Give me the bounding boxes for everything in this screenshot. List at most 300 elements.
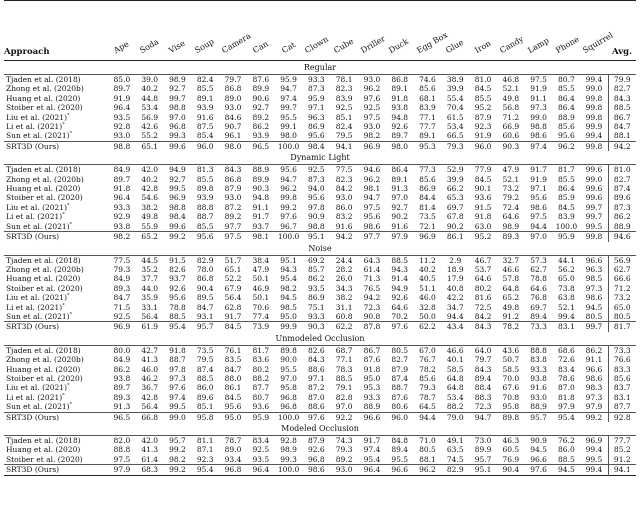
section-title: Modeled Occlusion [281, 424, 359, 433]
avg-cell: 80.5 [608, 312, 636, 322]
table-cell: 56.8 [502, 103, 520, 113]
table-cell: 99.6 [169, 141, 186, 151]
table-cell: 67.8 [446, 212, 464, 222]
table-cell: 86.8 [196, 274, 214, 284]
table-cell: 84.5 [224, 392, 242, 402]
table-cell: 93.0 [335, 193, 353, 203]
table-cell: 65.0 [558, 274, 575, 284]
table-cell: 85.6 [419, 84, 436, 94]
table-cell: 83.9 [558, 212, 575, 222]
table-cell: 95.6 [363, 212, 381, 222]
table-cell: 100.0 [277, 232, 300, 242]
table-cell: 11.2 [419, 255, 436, 265]
column-header-label: Clown [303, 34, 331, 55]
table-cell: 90.2 [391, 212, 409, 222]
table-cell: 92.5 [113, 311, 131, 321]
ours-row [4, 141, 636, 151]
table-cell: 95.9 [280, 75, 297, 84]
table-cell: 87.4 [196, 364, 214, 374]
table-cell: 96.4 [363, 465, 381, 475]
method-name-text: Stoiber et al. (2020) [6, 103, 83, 113]
avg-cell: 84.7 [608, 122, 636, 131]
table-cell: 89.1 [391, 174, 409, 184]
table-cell: 86.8 [224, 84, 242, 94]
table-cell: 60.5 [502, 445, 520, 455]
table-cell: 89.2 [252, 112, 270, 122]
table-cell: 85.6 [419, 373, 436, 383]
table-cell: 60.6 [502, 131, 520, 141]
table-cell: 97.6 [363, 93, 381, 103]
table-cell: 40.2 [141, 84, 159, 94]
avg-cell: 65.0 [608, 303, 636, 312]
table-cell: 40.2 [141, 174, 159, 184]
table-cell: 99.0 [169, 412, 186, 422]
table-cell: 97.5 [363, 202, 381, 212]
table-cell: 86.4 [558, 103, 575, 113]
table-cell: 84.5 [558, 202, 575, 212]
avg-cell: 77.7 [608, 436, 636, 446]
table-cell: 93.8 [530, 373, 547, 383]
table-cell: 99.5 [169, 184, 186, 194]
table-cell: 95.0 [224, 412, 242, 422]
table-cell: 62.8 [224, 302, 242, 312]
table-cell: 64.6 [474, 274, 492, 284]
table-cell: 79.5 [335, 131, 353, 141]
approach-header: Approach [4, 46, 50, 57]
method-name-text: Tjaden et al. (2018) [6, 75, 81, 84]
table-cell: 34.3 [335, 283, 353, 293]
table-row [4, 355, 636, 364]
column-header-label: Candy [498, 34, 525, 55]
table-cell: 49.8 [502, 302, 520, 312]
column-header-label: Cube [331, 36, 355, 55]
table-cell: 40.8 [446, 283, 464, 293]
table-cell: 52.1 [558, 302, 575, 312]
table-cell: 97.6 [280, 212, 297, 222]
table-cell: 68.7 [335, 345, 353, 355]
table-cell: 72.1 [419, 221, 436, 231]
table-cell: 84.4 [419, 193, 436, 203]
table-cell: 81.8 [558, 392, 575, 402]
table-cell: 83.4 [558, 364, 575, 374]
table-cell: 92.2 [335, 412, 353, 422]
table-row [4, 203, 636, 212]
column-header [164, 1, 192, 61]
table-cell: 73.8 [558, 283, 575, 293]
avg-cell: 56.9 [608, 255, 636, 265]
table-cell: 69.7 [530, 302, 547, 312]
method-name [4, 402, 108, 412]
table-cell: 84.9 [113, 274, 131, 284]
table-cell: 88.9 [530, 402, 547, 412]
table-cell: 94.4 [419, 412, 436, 422]
table-cell: 73.5 [419, 212, 436, 222]
avg-cell: 82.7 [608, 84, 636, 93]
table-cell: 57.3 [530, 255, 547, 265]
table-cell: 85.0 [113, 75, 131, 84]
table-cell: 98.3 [585, 383, 603, 393]
table-cell: 97.1 [308, 103, 325, 113]
method-name-marker: * [69, 221, 73, 228]
table-cell: 98.2 [113, 232, 131, 242]
column-header [302, 1, 330, 61]
method-name [4, 113, 108, 122]
table-cell: 86.8 [224, 174, 242, 184]
table-cell: 98.8 [530, 122, 547, 132]
table-cell: 95.7 [530, 412, 547, 422]
table-cell: 97.5 [530, 75, 547, 84]
column-header-label: Phone [553, 34, 581, 55]
table-cell: 46.8 [502, 75, 520, 84]
method-name-text: Stoiber et al. (2020) [6, 193, 83, 203]
table-cell: 91.8 [391, 93, 409, 103]
table-cell: 72.5 [474, 302, 492, 312]
table-cell: 74.5 [446, 454, 464, 464]
column-header-label: Glue [444, 37, 465, 55]
column-header [497, 1, 525, 61]
avg-cell: 76.6 [608, 355, 636, 364]
table-cell: 99.8 [280, 193, 297, 203]
avg-cell: 62.7 [608, 265, 636, 274]
table-cell: 53.7 [474, 264, 492, 274]
table-cell: 99.4 [585, 445, 603, 455]
column-header [441, 1, 469, 61]
section-title: Dynamic Light [290, 153, 350, 163]
table-cell: 87.0 [308, 392, 325, 402]
table-cell: 90.4 [196, 283, 214, 293]
table-cell: 88.4 [474, 383, 492, 393]
method-name-text: Huang et al. (2020) [6, 445, 81, 455]
table-cell: 78.2 [419, 364, 436, 374]
table-cell: 99.7 [585, 322, 603, 332]
table-cell: 90.9 [308, 212, 325, 222]
table-cell: 93.6 [474, 193, 492, 203]
method-name-text: Huang et al. (2020) [6, 93, 81, 103]
table-cell: 94.6 [363, 165, 381, 175]
avg-cell: 87.3 [608, 203, 636, 212]
table-cell: 99.8 [585, 141, 603, 151]
table-cell: 97.8 [308, 202, 325, 212]
method-name-text: Tjaden et al. (2018) [6, 165, 81, 175]
table-cell: 61.4 [141, 454, 159, 464]
table-cell: 61.9 [141, 322, 159, 332]
table-cell: 66.2 [446, 184, 464, 194]
results-table [4, 0, 636, 476]
column-header-label: Squirrel [581, 30, 615, 55]
method-name-text: Sun et al. (2021) [6, 402, 70, 412]
table-cell: 73.5 [196, 345, 214, 355]
table-cell: 92.5 [252, 445, 270, 455]
table-cell: 87.3 [308, 84, 325, 94]
table-cell: 96.6 [585, 255, 603, 265]
table-row [4, 393, 636, 402]
table-cell: 88.5 [558, 454, 575, 464]
table-cell: 73.3 [530, 322, 547, 332]
table-cell: 74.6 [419, 75, 436, 84]
table-cell: 88.9 [558, 112, 575, 122]
table-cell: 78.8 [169, 302, 186, 312]
table-cell: 91.7 [224, 311, 242, 321]
table-cell: 99.7 [280, 103, 297, 113]
table-cell: 77.9 [474, 165, 492, 175]
table-cell: 86.2 [252, 122, 270, 132]
column-header-label: Duck [387, 36, 411, 55]
table-cell: 89.7 [113, 84, 131, 94]
table-cell: 95.6 [169, 293, 186, 303]
table-cell: 56.4 [141, 402, 159, 412]
column-header [219, 1, 253, 61]
table-cell: 89.1 [391, 84, 409, 94]
method-name-text: SRT3D (Ours) [6, 232, 60, 242]
table-cell: 53.4 [141, 103, 159, 113]
table-cell: 80.7 [558, 75, 575, 84]
table-cell: 98.6 [363, 221, 381, 231]
table-cell: 90.2 [446, 221, 464, 231]
table-cell: 57.8 [502, 274, 520, 284]
table-cell: 84.3 [474, 322, 492, 332]
table-cell: 92.6 [391, 293, 409, 303]
table-cell: 87.6 [363, 355, 381, 365]
table-cell: 95.5 [391, 454, 409, 464]
table-cell: 88.7 [169, 355, 186, 365]
table-cell: 63.0 [474, 221, 492, 231]
table-cell: 40.1 [446, 355, 464, 365]
table-cell: 98.4 [169, 212, 186, 222]
table-cell: 94.4 [530, 221, 547, 231]
table-cell: 70.4 [446, 103, 464, 113]
column-header [525, 1, 553, 61]
table-cell: 82.3 [335, 174, 353, 184]
table-cell: 95.4 [363, 454, 381, 464]
table-cell: 24.4 [335, 255, 353, 265]
table-cell: 93.0 [363, 122, 381, 132]
table-cell: 96.6 [391, 465, 409, 475]
table-cell: 89.3 [113, 283, 131, 293]
table-cell: 90.7 [224, 122, 242, 132]
table-cell: 97.4 [169, 392, 186, 402]
table-cell: 77.3 [419, 165, 436, 175]
table-cell: 28.2 [335, 264, 353, 274]
table-cell: 99.0 [585, 84, 603, 94]
table-cell: 86.4 [558, 184, 575, 194]
table-cell: 55.9 [141, 221, 159, 231]
table-cell: 99.7 [585, 212, 603, 222]
table-cell: 38.2 [335, 293, 353, 303]
table-cell: 86.9 [419, 184, 436, 194]
table-cell: 92.3 [474, 122, 492, 132]
avg-cell: 83.3 [608, 365, 636, 374]
table-cell: 100.0 [277, 412, 300, 422]
table-cell: 89.1 [419, 131, 436, 141]
table-cell: 99.3 [280, 454, 297, 464]
table-row [4, 94, 636, 103]
table-cell: 95.9 [558, 232, 575, 242]
table-cell: 56.2 [558, 264, 575, 274]
table-cell: 89.3 [502, 232, 520, 242]
table-cell: 87.9 [308, 436, 325, 445]
table-cell: 92.6 [169, 283, 186, 293]
table-cell: 69.2 [308, 255, 325, 265]
table-cell: 93.9 [252, 131, 270, 141]
table-cell: 99.8 [585, 93, 603, 103]
table-cell: 97.9 [391, 232, 409, 242]
table-cell: 77.1 [419, 112, 436, 122]
table-cell: 43.6 [502, 345, 520, 355]
table-cell: 52.1 [502, 174, 520, 184]
avg-cell: 83.1 [608, 393, 636, 402]
table-cell: 79.7 [224, 75, 242, 84]
method-name-marker: * [62, 211, 65, 218]
table-cell: 85.6 [419, 174, 436, 184]
table-cell: 96.8 [280, 392, 297, 402]
method-name-text: Stoiber et al. (2020) [6, 373, 83, 383]
table-cell: 99.9 [585, 122, 603, 132]
method-name-text: Stoiber et al. (2020) [6, 283, 83, 293]
table-cell: 99.5 [585, 454, 603, 464]
table-cell: 84.2 [474, 311, 492, 321]
table-cell: 62.2 [419, 322, 436, 332]
table-cell: 52.1 [502, 84, 520, 94]
table-cell: 89.5 [196, 293, 214, 303]
method-name-marker: * [67, 112, 70, 119]
table-cell: 41.3 [141, 355, 159, 365]
table-cell: 86.4 [391, 165, 409, 175]
table-cell: 97.3 [530, 103, 547, 113]
table-cell: 99.8 [585, 232, 603, 242]
column-header [275, 1, 303, 61]
avg-cell: 71.2 [608, 284, 636, 293]
column-header [191, 1, 219, 61]
table-cell: 90.3 [308, 322, 325, 332]
table-row [4, 345, 636, 355]
method-name [4, 232, 108, 242]
table-cell: 92.6 [308, 445, 325, 455]
method-name-text: SRT3D (Ours) [6, 412, 60, 422]
avg-cell: 87.4 [608, 184, 636, 193]
table-cell: 99.2 [169, 232, 186, 242]
table-cell: 95.0 [280, 311, 297, 321]
table-cell: 72.3 [363, 302, 381, 312]
table-cell: 99.6 [585, 184, 603, 194]
table-cell: 99.7 [169, 93, 186, 103]
table-cell: 79.5 [196, 355, 214, 365]
table-cell: 42.0 [141, 436, 159, 445]
method-name-text: Tjaden et al. (2018) [6, 345, 81, 355]
table-cell: 80.2 [252, 364, 270, 374]
table-cell: 95.6 [530, 193, 547, 203]
table-cell: 97.9 [585, 402, 603, 412]
table-cell: 67.0 [419, 345, 436, 355]
table-cell: 52.2 [224, 274, 242, 284]
table-cell: 64.6 [502, 212, 520, 222]
table-cell: 86.9 [308, 122, 325, 132]
table-cell: 91.1 [252, 202, 270, 212]
table-cell: 83.4 [252, 436, 270, 445]
table-cell: 95.3 [419, 141, 436, 151]
table-cell: 96.5 [252, 141, 270, 151]
method-name-text: SRT3D (Ours) [6, 322, 60, 332]
table-row [4, 374, 636, 383]
table-cell: 98.9 [169, 75, 186, 84]
table-cell: 97.1 [308, 373, 325, 383]
table-cell: 79.3 [446, 141, 464, 151]
table-cell: 99.9 [280, 322, 297, 332]
table-cell: 96.1 [224, 131, 242, 141]
table-cell: 89.8 [280, 345, 297, 355]
table-cell: 83.9 [335, 93, 353, 103]
column-header-label: Soda [137, 36, 160, 55]
table-cell: 91.9 [530, 84, 547, 94]
table-cell: 90.8 [363, 311, 381, 321]
method-name [4, 212, 108, 221]
table-cell: 92.5 [308, 165, 325, 175]
table-cell: 91.6 [530, 383, 547, 393]
table-cell: 86.9 [308, 293, 325, 303]
table-cell: 78.6 [558, 373, 575, 383]
table-cell: 47.9 [252, 264, 270, 274]
table-row [4, 303, 636, 312]
table-row [4, 103, 636, 112]
table-cell: 99.0 [585, 174, 603, 184]
table-cell: 73.0 [474, 436, 492, 445]
table-cell: 96.0 [196, 141, 214, 151]
table-cell: 97.5 [530, 212, 547, 222]
column-header-label: Ape [112, 39, 131, 55]
table-cell: 78.1 [335, 75, 353, 84]
table-cell: 64.8 [446, 383, 464, 393]
table-cell: 89.2 [224, 212, 242, 222]
table-cell: 93.0 [363, 75, 381, 84]
method-name-text: SRT3D (Ours) [6, 465, 60, 475]
table-cell: 91.6 [196, 112, 214, 122]
table-cell: 96.4 [113, 103, 131, 113]
table-cell: 63.8 [558, 293, 575, 303]
table-cell: 65.3 [446, 193, 464, 203]
avg-cell: 86.2 [608, 212, 636, 221]
table-cell: 95.4 [280, 274, 297, 284]
table-cell: 51.1 [419, 283, 436, 293]
table-cell: 98.1 [252, 232, 270, 242]
avg-cell: 73.3 [608, 345, 636, 355]
table-cell: 85.7 [308, 264, 325, 274]
table-cell: 87.6 [391, 392, 409, 402]
table-cell: 87.9 [474, 112, 492, 122]
table-cell: 95.4 [196, 465, 214, 475]
table-cell: 39.9 [446, 84, 464, 94]
table-cell: 97.7 [224, 221, 242, 231]
table-cell: 35.9 [141, 293, 159, 303]
table-cell: 93.3 [308, 75, 325, 84]
table-cell: 96.8 [308, 454, 325, 464]
method-name-marker: * [69, 130, 73, 137]
table-cell: 42.0 [141, 165, 159, 175]
avg-cell: 92.8 [608, 412, 636, 422]
table-cell: 94.5 [585, 302, 603, 312]
table-cell: 85.5 [558, 174, 575, 184]
method-name-text: Sun et al. (2021) [6, 221, 70, 231]
table-cell: 77.1 [335, 355, 353, 365]
method-name-text: Li et al. (2021) [6, 122, 63, 132]
table-cell: 42.6 [141, 122, 159, 132]
table-cell: 76.2 [558, 436, 575, 445]
table-cell: 84.7 [113, 293, 131, 303]
table-cell: 77.4 [252, 311, 270, 321]
table-cell: 46.7 [474, 255, 492, 265]
table-cell: 98.9 [502, 221, 520, 231]
table-cell: 97.5 [363, 112, 381, 122]
table-cell: 96.9 [113, 322, 131, 332]
table-row [4, 284, 636, 293]
